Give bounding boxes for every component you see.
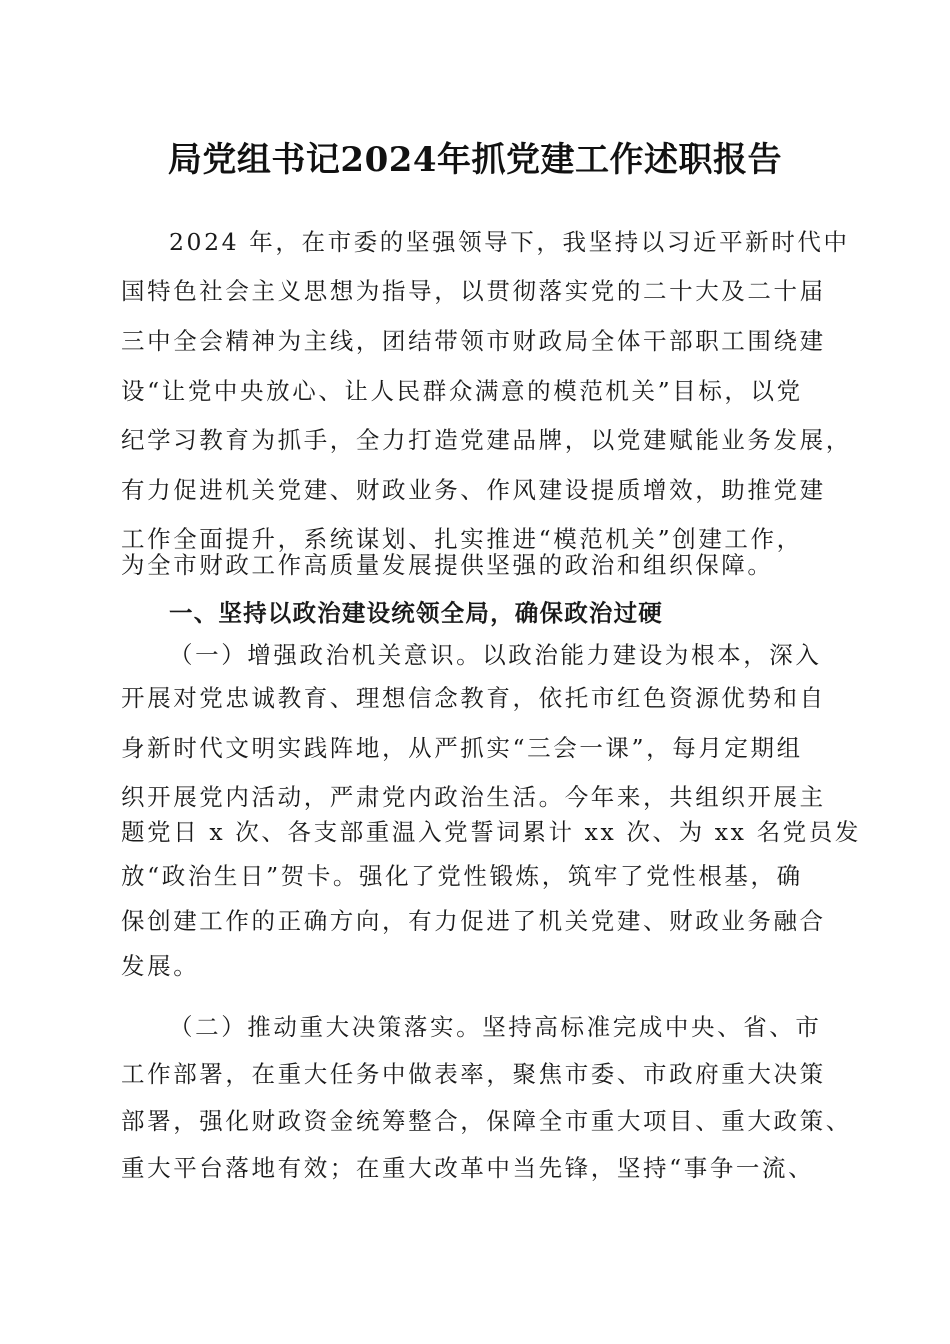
item-1-first-line	[169, 636, 822, 674]
intro-line-8: 为全市财政工作高质量发展提供坚强的政治和组织保障。	[121, 551, 774, 579]
intro-line-3: 三中全会精神为主线，团结带领市财政局全体干部职工围绕建	[121, 327, 826, 355]
intro-line-2: 国特色社会主义思想为指导，以贯彻落实党的二十大及二十届	[121, 277, 826, 305]
section-1-heading: 一、坚持以政治建设统领全局，确保政治过硬	[169, 599, 663, 627]
item-2-first-line	[169, 1008, 822, 1046]
intro-line-5: 纪学习教育为抓手，全力打造党建品牌，以党建赋能业务发展，	[121, 426, 852, 454]
intro-line-4: 设“让党中央放心、让人民群众满意的模范机关”目标，以党	[121, 377, 803, 405]
intro-line-6: 有力促进机关党建、财政业务、作风建设提质增效，助推党建	[121, 476, 826, 504]
document-title: 局党组书记2024年抓党建工作述职报告	[167, 140, 783, 180]
item-1-line-4: 织开展党内活动，严肃党内政治生活。今年来，共组织开展主	[121, 783, 826, 811]
item-2-heading: （二）推动重大决策落实。	[169, 1013, 483, 1041]
item-1-line-8: 发展。	[121, 952, 200, 980]
item-2-line-4: 重大平台落地有效；在重大改革中当先锋，坚持“事争一流、	[121, 1154, 815, 1182]
item-1-line-6: 放“政治生日”贺卡。强化了党性锻炼，筑牢了党性根基，确	[121, 862, 803, 890]
item-1-heading: （一）增强政治机关意识。	[169, 641, 483, 669]
item-1-line-7: 保创建工作的正确方向，有力促进了机关党建、财政业务融合	[121, 907, 826, 935]
item-2-line-3: 部署，强化财政资金统筹整合，保障全市重大项目、重大政策、	[121, 1107, 852, 1135]
item-1-line-3: 身新时代文明实践阵地，从严抓实“三会一课”，每月定期组	[121, 734, 803, 762]
item-2-line-2: 工作部署，在重大任务中做表率，聚焦市委、市政府重大决策	[121, 1060, 826, 1088]
item-2-line-1: 坚持高标准完成中央、省、市	[482, 1013, 822, 1041]
item-1-line-2: 开展对党忠诚教育、理想信念教育，依托市红色资源优势和自	[121, 684, 826, 712]
item-1-line-5: 题党日 x 次、各支部重温入党誓词累计 xx 次、为 xx 名党员发	[121, 818, 861, 846]
item-1-line-1: 以政治能力建设为根本，深入	[482, 641, 822, 669]
intro-line-1: 2024 年，在市委的坚强领导下，我坚持以习近平新时代中	[169, 228, 850, 256]
intro-line-7: 工作全面提升，系统谋划、扎实推进“模范机关”创建工作，	[121, 525, 803, 553]
